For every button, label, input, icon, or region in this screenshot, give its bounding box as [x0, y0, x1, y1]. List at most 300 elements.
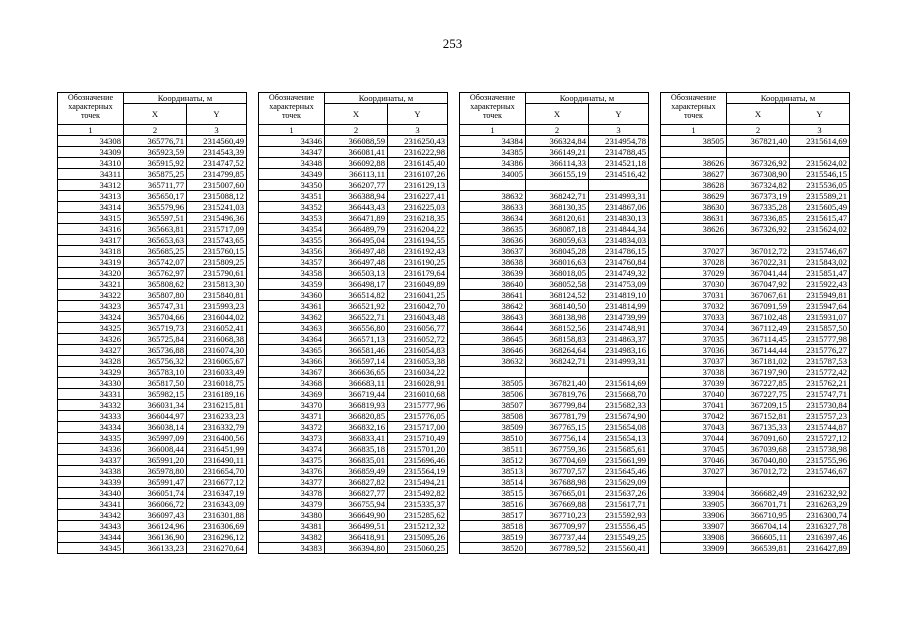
x-coordinate: 365915,92 [124, 158, 187, 169]
table-row [661, 345, 850, 356]
column-index: 3 [790, 125, 850, 136]
table-row [259, 433, 448, 444]
x-coordinate: 367209,15 [727, 400, 790, 411]
table-row [259, 202, 448, 213]
x-coordinate: 368059,63 [526, 235, 589, 246]
x-coordinate: 367135,33 [727, 422, 790, 433]
table-row [460, 290, 649, 301]
x-coordinate [727, 147, 790, 158]
y-coordinate: 2314748,91 [589, 323, 649, 334]
y-coordinate: 2316215,81 [187, 400, 247, 411]
y-coordinate: 2315615,47 [790, 213, 850, 224]
y-coordinate: 2315592,93 [589, 510, 649, 521]
x-coordinate: 365736,88 [124, 345, 187, 356]
y-coordinate: 2316227,41 [388, 191, 448, 202]
coordinates-table-2 [258, 92, 448, 554]
x-coordinate: 368052,58 [526, 279, 589, 290]
column-index: 1 [58, 125, 124, 136]
table-row [661, 301, 850, 312]
point-id: 38626 [661, 158, 727, 169]
x-coordinate: 367114,45 [727, 334, 790, 345]
point-id: 38510 [460, 433, 526, 444]
table-row [460, 488, 649, 499]
x-coordinate: 366833,41 [325, 433, 388, 444]
point-id: 37035 [661, 334, 727, 345]
x-coordinate [727, 477, 790, 488]
table-row [259, 389, 448, 400]
y-coordinate: 2316270,64 [187, 543, 247, 554]
x-coordinate: 367091,59 [727, 301, 790, 312]
y-coordinate [790, 477, 850, 488]
y-coordinate: 2316225,03 [388, 202, 448, 213]
point-id: 34325 [58, 323, 124, 334]
y-coordinate: 2315813,30 [187, 279, 247, 290]
y-coordinate: 2316052,72 [388, 334, 448, 345]
x-coordinate: 366038,14 [124, 422, 187, 433]
y-coordinate: 2316400,56 [187, 433, 247, 444]
table-row [259, 455, 448, 466]
y-coordinate: 2316222,98 [388, 147, 448, 158]
y-coordinate: 2315661,99 [589, 455, 649, 466]
point-id: 34328 [58, 356, 124, 367]
x-coordinate: 367819,76 [526, 389, 589, 400]
y-coordinate: 2316347,19 [187, 488, 247, 499]
table-row [460, 257, 649, 268]
table-row [460, 279, 649, 290]
table-row [58, 411, 247, 422]
point-id: 34309 [58, 147, 124, 158]
y-coordinate: 2315857,50 [790, 323, 850, 334]
table-row [58, 499, 247, 510]
y-coordinate: 2316451,99 [187, 444, 247, 455]
y-coordinate: 2316327,78 [790, 521, 850, 532]
x-coordinate: 366498,17 [325, 279, 388, 290]
x-coordinate: 366827,77 [325, 488, 388, 499]
x-coordinate: 367041,44 [727, 268, 790, 279]
x-coordinate: 366605,11 [727, 532, 790, 543]
point-id: 38628 [661, 180, 727, 191]
table-row [259, 257, 448, 268]
x-coordinate: 365875,25 [124, 169, 187, 180]
x-coordinate: 367709,97 [526, 521, 589, 532]
point-id: 38514 [460, 477, 526, 488]
point-id: 38512 [460, 455, 526, 466]
y-coordinate: 2316397,46 [790, 532, 850, 543]
point-id: 34348 [259, 158, 325, 169]
table-row [661, 499, 850, 510]
table-row [58, 433, 247, 444]
y-coordinate: 2316054,83 [388, 345, 448, 356]
point-id: 34320 [58, 268, 124, 279]
point-id: 34366 [259, 356, 325, 367]
y-coordinate: 2315492,82 [388, 488, 448, 499]
table-row [460, 389, 649, 400]
y-coordinate: 2315285,62 [388, 510, 448, 521]
x-coordinate: 368242,71 [526, 356, 589, 367]
point-id: 34385 [460, 147, 526, 158]
y-header: Y [388, 104, 448, 125]
y-coordinate: 2315743,65 [187, 235, 247, 246]
y-coordinate: 2315730,84 [790, 400, 850, 411]
y-coordinate: 2316332,79 [187, 422, 247, 433]
point-id: 34336 [58, 444, 124, 455]
point-id: 34321 [58, 279, 124, 290]
table-row [58, 422, 247, 433]
y-coordinate: 2315060,25 [388, 543, 448, 554]
x-coordinate: 367324,82 [727, 180, 790, 191]
x-coordinate: 366521,92 [325, 301, 388, 312]
x-coordinate: 368242,71 [526, 191, 589, 202]
table-row [259, 444, 448, 455]
x-coordinate: 367012,72 [727, 246, 790, 257]
table-row [259, 301, 448, 312]
y-coordinate: 2316301,88 [187, 510, 247, 521]
x-coordinate [526, 367, 589, 378]
x-coordinate: 365704,66 [124, 312, 187, 323]
y-coordinate: 2314788,45 [589, 147, 649, 158]
y-coordinate: 2315931,07 [790, 312, 850, 323]
table-row [58, 356, 247, 367]
x-coordinate: 367112,49 [727, 323, 790, 334]
table-row [58, 334, 247, 345]
table-row [460, 268, 649, 279]
table-row [460, 532, 649, 543]
table-row [58, 147, 247, 158]
table-row [259, 180, 448, 191]
table-row [661, 202, 850, 213]
x-coordinate: 367227,75 [727, 389, 790, 400]
y-coordinate: 2314747,52 [187, 158, 247, 169]
y-coordinate: 2315241,03 [187, 202, 247, 213]
point-id: 38516 [460, 499, 526, 510]
y-coordinate: 2316041,25 [388, 290, 448, 301]
table-row [58, 543, 247, 554]
x-coordinate: 367799,84 [526, 400, 589, 411]
point-id: 34330 [58, 378, 124, 389]
table-row [661, 367, 850, 378]
y-coordinate: 2315007,60 [187, 180, 247, 191]
y-coordinate: 2316677,12 [187, 477, 247, 488]
column-index: 2 [325, 125, 388, 136]
x-coordinate: 367704,69 [526, 455, 589, 466]
table-row [460, 499, 649, 510]
point-id: 34379 [259, 499, 325, 510]
y-coordinate [589, 367, 649, 378]
table-row [460, 422, 649, 433]
y-coordinate: 2316192,43 [388, 246, 448, 257]
y-coordinate: 2315617,71 [589, 499, 649, 510]
x-coordinate: 368016,63 [526, 257, 589, 268]
x-coordinate: 366835,18 [325, 444, 388, 455]
point-id: 34384 [460, 136, 526, 147]
y-coordinate: 2315922,43 [790, 279, 850, 290]
point-id: 34333 [58, 411, 124, 422]
point-designation-header: Обозначение характерных точек [661, 93, 727, 125]
y-header: Y [187, 104, 247, 125]
table-row [460, 521, 649, 532]
point-id: 34360 [259, 290, 325, 301]
y-header: Y [589, 104, 649, 125]
y-coordinate: 2315787,53 [790, 356, 850, 367]
point-id: 33905 [661, 499, 727, 510]
point-id: 34340 [58, 488, 124, 499]
y-coordinate: 2315549,25 [589, 532, 649, 543]
table-row [661, 312, 850, 323]
table-row [661, 411, 850, 422]
x-header: X [124, 104, 187, 125]
table-row [259, 411, 448, 422]
table-row [259, 334, 448, 345]
y-coordinate: 2316190,25 [388, 257, 448, 268]
table-row [460, 444, 649, 455]
y-coordinate: 2315717,09 [187, 224, 247, 235]
point-id: 34377 [259, 477, 325, 488]
x-coordinate: 366683,11 [325, 378, 388, 389]
y-coordinate: 2315696,46 [388, 455, 448, 466]
point-id: 34311 [58, 169, 124, 180]
y-coordinate: 2316654,70 [187, 466, 247, 477]
y-coordinate: 2314799,85 [187, 169, 247, 180]
column-index: 1 [661, 125, 727, 136]
table-row [58, 180, 247, 191]
x-coordinate: 366755,94 [325, 499, 388, 510]
x-coordinate: 365991,47 [124, 477, 187, 488]
table-row [58, 323, 247, 334]
x-coordinate: 367765,15 [526, 422, 589, 433]
x-coordinate: 365653,63 [124, 235, 187, 246]
y-coordinate: 2315776,27 [790, 345, 850, 356]
table-row [259, 224, 448, 235]
x-coordinate: 366113,11 [325, 169, 388, 180]
y-coordinate [790, 235, 850, 246]
point-id: 37038 [661, 367, 727, 378]
table-row [259, 345, 448, 356]
table-row [460, 543, 649, 554]
point-id: 34382 [259, 532, 325, 543]
x-coordinate: 368124,52 [526, 290, 589, 301]
x-coordinate: 365807,80 [124, 290, 187, 301]
point-id: 37027 [661, 466, 727, 477]
y-coordinate: 2316052,41 [187, 323, 247, 334]
y-coordinate: 2314867,06 [589, 202, 649, 213]
table-row [259, 136, 448, 147]
x-coordinate: 366114,33 [526, 158, 589, 169]
y-coordinate: 2316049,89 [388, 279, 448, 290]
table-row [58, 345, 247, 356]
y-coordinate: 2315776,05 [388, 411, 448, 422]
y-header: Y [790, 104, 850, 125]
point-id: 38626 [661, 224, 727, 235]
y-coordinate: 2316296,12 [187, 532, 247, 543]
point-id: 34005 [460, 169, 526, 180]
point-id: 38513 [460, 466, 526, 477]
point-id: 34322 [58, 290, 124, 301]
x-coordinate: 366092,88 [325, 158, 388, 169]
table-row [661, 246, 850, 257]
x-coordinate: 366489,79 [325, 224, 388, 235]
table-row [58, 235, 247, 246]
y-coordinate [790, 147, 850, 158]
point-id: 38520 [460, 543, 526, 554]
y-coordinate: 2315674,90 [589, 411, 649, 422]
point-id: 34314 [58, 202, 124, 213]
x-coordinate: 365783,10 [124, 367, 187, 378]
y-coordinate: 2315335,37 [388, 499, 448, 510]
table-row [259, 532, 448, 543]
y-coordinate: 2315614,69 [589, 378, 649, 389]
table-row [58, 290, 247, 301]
point-id: 34327 [58, 345, 124, 356]
y-coordinate: 2314844,34 [589, 224, 649, 235]
point-id: 38633 [460, 202, 526, 213]
x-coordinate: 365711,77 [124, 180, 187, 191]
table-row [661, 488, 850, 499]
x-header: X [526, 104, 589, 125]
point-id: 34349 [259, 169, 325, 180]
x-coordinate: 366499,51 [325, 521, 388, 532]
table-row [460, 356, 649, 367]
y-coordinate: 2316056,77 [388, 323, 448, 334]
point-id: 34372 [259, 422, 325, 433]
y-coordinate: 2316018,75 [187, 378, 247, 389]
table-row [259, 422, 448, 433]
table-row [58, 510, 247, 521]
table-row [460, 213, 649, 224]
x-coordinate: 366136,90 [124, 532, 187, 543]
point-id: 38508 [460, 411, 526, 422]
x-coordinate: 367326,92 [727, 158, 790, 169]
y-coordinate: 2315738,98 [790, 444, 850, 455]
table-row [661, 378, 850, 389]
table-row [58, 400, 247, 411]
table-row [661, 444, 850, 455]
point-id: 38630 [661, 202, 727, 213]
x-coordinate: 365991,20 [124, 455, 187, 466]
x-coordinate: 367759,36 [526, 444, 589, 455]
point-id: 38639 [460, 268, 526, 279]
point-id: 38518 [460, 521, 526, 532]
point-id: 33909 [661, 543, 727, 554]
y-coordinate: 2315668,70 [589, 389, 649, 400]
y-coordinate: 2315496,36 [187, 213, 247, 224]
column-index: 3 [589, 125, 649, 136]
table-row [58, 477, 247, 488]
point-designation-header: Обозначение характерных точек [259, 93, 325, 125]
x-coordinate: 366819,93 [325, 400, 388, 411]
x-coordinate: 366571,13 [325, 334, 388, 345]
table-row [58, 378, 247, 389]
x-coordinate: 365923,59 [124, 147, 187, 158]
point-id [661, 477, 727, 488]
x-coordinate: 367102,48 [727, 312, 790, 323]
table-row [58, 301, 247, 312]
point-id: 33904 [661, 488, 727, 499]
table-row [58, 367, 247, 378]
x-coordinate: 366081,41 [325, 147, 388, 158]
y-coordinate: 2315645,46 [589, 466, 649, 477]
point-id: 34373 [259, 433, 325, 444]
table-row [58, 521, 247, 532]
point-id: 34338 [58, 466, 124, 477]
point-id: 34331 [58, 389, 124, 400]
y-coordinate: 2314786,15 [589, 246, 649, 257]
point-id: 37040 [661, 389, 727, 400]
y-coordinate: 2315772,42 [790, 367, 850, 378]
point-id: 38635 [460, 224, 526, 235]
point-id: 37043 [661, 422, 727, 433]
x-coordinate: 366471,89 [325, 213, 388, 224]
table-row [58, 136, 247, 147]
point-id: 34374 [259, 444, 325, 455]
table-row [661, 191, 850, 202]
x-coordinate: 367756,14 [526, 433, 589, 444]
point-id: 38634 [460, 213, 526, 224]
x-coordinate: 366649,90 [325, 510, 388, 521]
y-coordinate: 2315589,21 [790, 191, 850, 202]
point-id: 38631 [661, 213, 727, 224]
y-coordinate: 2316218,35 [388, 213, 448, 224]
table-row [460, 367, 649, 378]
y-coordinate: 2316179,64 [388, 268, 448, 279]
point-id: 34352 [259, 202, 325, 213]
table-row [259, 268, 448, 279]
point-id: 37030 [661, 279, 727, 290]
x-header: X [325, 104, 388, 125]
point-id: 34359 [259, 279, 325, 290]
y-coordinate: 2316300,74 [790, 510, 850, 521]
x-coordinate: 368140,50 [526, 301, 589, 312]
point-id [460, 180, 526, 191]
y-coordinate: 2316306,69 [187, 521, 247, 532]
x-coordinate [727, 235, 790, 246]
x-coordinate: 366820,85 [325, 411, 388, 422]
x-coordinate: 367022,31 [727, 257, 790, 268]
point-designation-header: Обозначение характерных точек [460, 93, 526, 125]
point-id: 38640 [460, 279, 526, 290]
coordinates-table-4 [660, 92, 850, 554]
x-coordinate: 365725,84 [124, 334, 187, 345]
table-row [661, 389, 850, 400]
table-row [661, 521, 850, 532]
y-coordinate: 2316028,91 [388, 378, 448, 389]
x-coordinate: 366514,82 [325, 290, 388, 301]
x-coordinate: 366418,91 [325, 532, 388, 543]
x-coordinate: 367688,98 [526, 477, 589, 488]
x-coordinate: 367181,02 [727, 356, 790, 367]
table-row [460, 510, 649, 521]
x-coordinate: 365650,17 [124, 191, 187, 202]
table-row [661, 180, 850, 191]
point-id: 38505 [460, 378, 526, 389]
y-coordinate: 2315710,49 [388, 433, 448, 444]
point-id: 38643 [460, 312, 526, 323]
table-row [661, 136, 850, 147]
table-row [460, 378, 649, 389]
y-coordinate: 2316068,38 [187, 334, 247, 345]
x-coordinate: 365579,96 [124, 202, 187, 213]
x-coordinate: 368120,61 [526, 213, 589, 224]
point-id: 38506 [460, 389, 526, 400]
x-coordinate: 366682,49 [727, 488, 790, 499]
x-coordinate: 365978,80 [124, 466, 187, 477]
y-coordinate: 2314521,18 [589, 158, 649, 169]
point-id: 38636 [460, 235, 526, 246]
table-row [259, 367, 448, 378]
point-id: 34341 [58, 499, 124, 510]
x-coordinate: 366859,49 [325, 466, 388, 477]
x-coordinate: 367710,23 [526, 510, 589, 521]
y-coordinate: 2316074,30 [187, 345, 247, 356]
